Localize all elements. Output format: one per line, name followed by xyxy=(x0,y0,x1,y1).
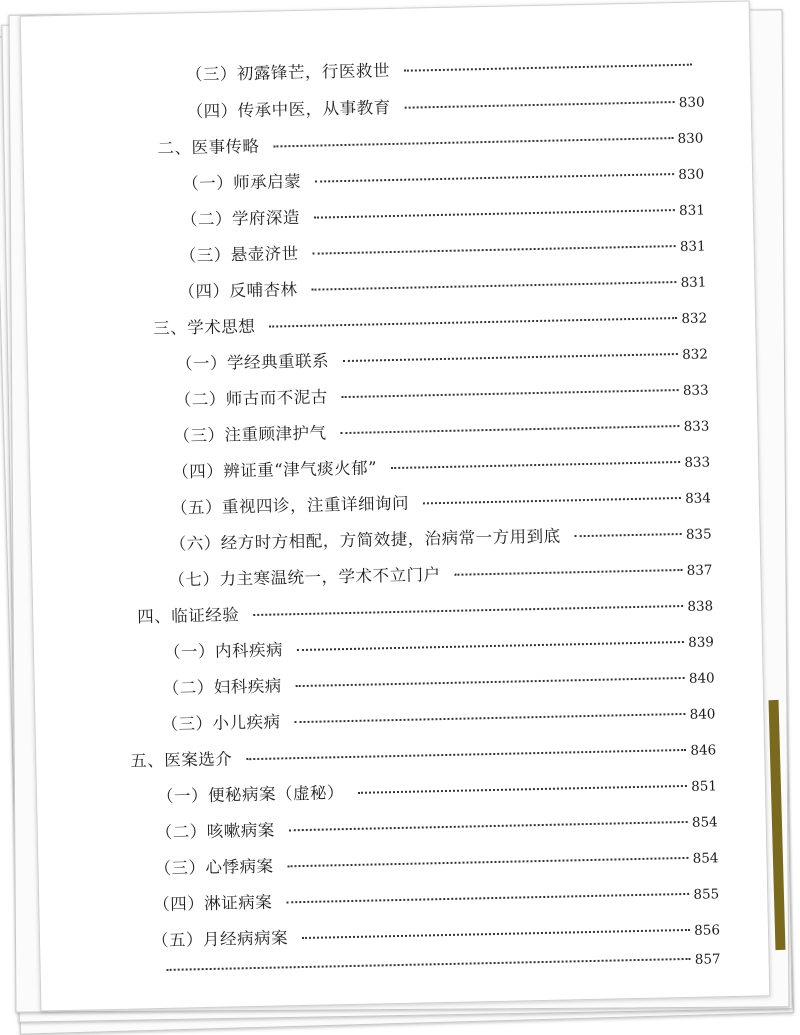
toc-entry-title: （三）初露锋芒，行医救世 xyxy=(185,61,391,85)
toc-entry[interactable] xyxy=(153,303,708,345)
toc-entry[interactable] xyxy=(171,483,712,524)
toc-entry-page: 833 xyxy=(683,418,710,435)
toc-entry[interactable] xyxy=(172,447,711,488)
toc-entry-title: 三、学术思想 xyxy=(153,316,256,339)
toc-entry[interactable] xyxy=(182,159,705,200)
toc-entry[interactable] xyxy=(179,231,706,272)
toc-entry-page: 830 xyxy=(678,94,705,111)
toc-entry[interactable] xyxy=(168,555,713,596)
toc-entry-page: 830 xyxy=(677,130,704,147)
leader-dots xyxy=(405,101,675,109)
toc-entry[interactable] xyxy=(157,771,718,813)
leader-dots xyxy=(294,713,685,723)
leader-dots xyxy=(358,785,687,794)
toc-entry-page: 854 xyxy=(692,850,719,867)
toc-entry-page: 846 xyxy=(690,742,717,759)
toc-entry[interactable] xyxy=(162,663,715,705)
leader-dots xyxy=(313,245,676,255)
toc-entry[interactable] xyxy=(157,123,704,164)
leader-dots xyxy=(454,569,682,576)
toc-entry[interactable] xyxy=(153,879,720,921)
toc-entry-title: 二、医事传略 xyxy=(157,136,260,158)
toc-entry-page: 830 xyxy=(678,166,705,183)
leader-dots xyxy=(296,677,685,687)
toc-entry-page: 835 xyxy=(685,526,712,543)
leader-dots xyxy=(288,857,689,867)
toc-entry-title: （四）淋证病案 xyxy=(153,892,273,915)
leader-dots xyxy=(314,209,675,219)
toc-entry-page: 832 xyxy=(681,346,709,363)
leader-dots xyxy=(343,353,678,362)
leader-dots xyxy=(269,317,677,328)
table-of-contents xyxy=(21,1,770,1010)
toc-entry-page: 854 xyxy=(691,814,718,831)
toc-entry-page: 837 xyxy=(686,562,713,579)
toc-entry-title: （三）悬壶济世 xyxy=(179,243,299,266)
toc-entry-page: 840 xyxy=(688,670,715,687)
toc-entry[interactable] xyxy=(164,627,715,669)
leader-dots xyxy=(315,173,674,183)
toc-entry-title: （七）力主寒温统一，学术不立门户 xyxy=(168,565,441,590)
toc-entry-title: （三）小儿疾病 xyxy=(161,712,281,734)
toc-entry-page: 833 xyxy=(684,454,711,471)
toc-entry[interactable] xyxy=(178,267,707,308)
toc-entry-title: （一）内科疾病 xyxy=(163,640,284,662)
toc-page xyxy=(20,0,771,1011)
toc-entry-page: 840 xyxy=(689,706,716,723)
leader-dots xyxy=(167,958,691,971)
toc-entry-title: （三）心悸病案 xyxy=(154,856,274,879)
leader-dots xyxy=(404,64,692,72)
toc-entry-title: （一）师承启蒙 xyxy=(182,171,302,194)
toc-entry[interactable] xyxy=(181,195,706,236)
toc-entry-page: 856 xyxy=(694,922,721,939)
toc-entry[interactable] xyxy=(176,339,709,380)
toc-entry-title: （四）辨证重“津气痰火郁” xyxy=(172,458,378,482)
toc-entry[interactable] xyxy=(169,519,712,560)
leader-dots xyxy=(391,461,680,469)
toc-entry[interactable] xyxy=(153,951,722,993)
toc-entry-page: 833 xyxy=(682,382,709,399)
leader-dots xyxy=(253,605,683,616)
toc-entry-title: 四、临证经验 xyxy=(137,605,240,627)
leader-dots xyxy=(289,821,688,831)
toc-entry[interactable] xyxy=(161,699,716,741)
toc-entry-page: 831 xyxy=(678,202,706,219)
toc-entry-page: 857 xyxy=(694,951,721,968)
toc-entry-title: （二）师古而不泥古 xyxy=(174,387,328,410)
leader-dots xyxy=(342,389,679,398)
toc-entry-title: （三）注重顾津护气 xyxy=(173,423,327,446)
toc-entry[interactable] xyxy=(152,915,721,957)
toc-entry-page: 838 xyxy=(687,598,714,615)
toc-entry-page: 839 xyxy=(687,634,715,651)
toc-entry-page: 832 xyxy=(681,310,708,327)
leader-dots xyxy=(302,929,690,939)
leader-dots xyxy=(297,641,684,651)
leader-dots xyxy=(575,533,682,537)
toc-entry-title: （四）传承中医，从事教育 xyxy=(186,98,391,122)
toc-entry-title: （二）咳嗽病案 xyxy=(155,820,275,843)
toc-entry-title: 五、医案选介 xyxy=(130,749,233,771)
leader-dots xyxy=(286,893,689,903)
toc-entry-page: 831 xyxy=(680,274,707,291)
toc-entry-page: 831 xyxy=(679,238,706,255)
leader-dots xyxy=(273,137,673,147)
leader-dots xyxy=(340,425,679,434)
toc-entry-title: （二）学府深造 xyxy=(180,207,301,230)
toc-entry-title: （一）便秘病案（虚秘） xyxy=(156,783,345,807)
toc-entry[interactable] xyxy=(137,591,714,633)
toc-entry-title: （二）妇科疾病 xyxy=(162,676,282,698)
toc-entry[interactable] xyxy=(186,87,705,128)
toc-entry-title: （五）月经病病案 xyxy=(151,928,289,951)
toc-entry-page: 834 xyxy=(684,490,712,507)
toc-entry-title: （一）学经典重联系 xyxy=(175,351,330,374)
leader-dots xyxy=(423,497,681,504)
toc-entry-page: 851 xyxy=(690,778,718,795)
leader-dots xyxy=(246,749,686,760)
toc-entry[interactable] xyxy=(186,51,697,92)
toc-entry-page: 855 xyxy=(693,886,720,903)
toc-entry[interactable] xyxy=(173,411,710,452)
toc-entry[interactable] xyxy=(154,843,719,885)
toc-entry-title: （四）反哺杏林 xyxy=(178,279,298,302)
leader-dots xyxy=(311,281,676,291)
toc-entry-title: （六）经方时方相配，方简效捷，治病常一方用到底 xyxy=(169,526,561,554)
toc-entry-title: （五）重视四诊，注重详细询问 xyxy=(170,493,410,518)
toc-entry[interactable] xyxy=(130,735,716,777)
toc-entry[interactable] xyxy=(174,375,709,416)
toc-entry[interactable] xyxy=(156,807,719,849)
